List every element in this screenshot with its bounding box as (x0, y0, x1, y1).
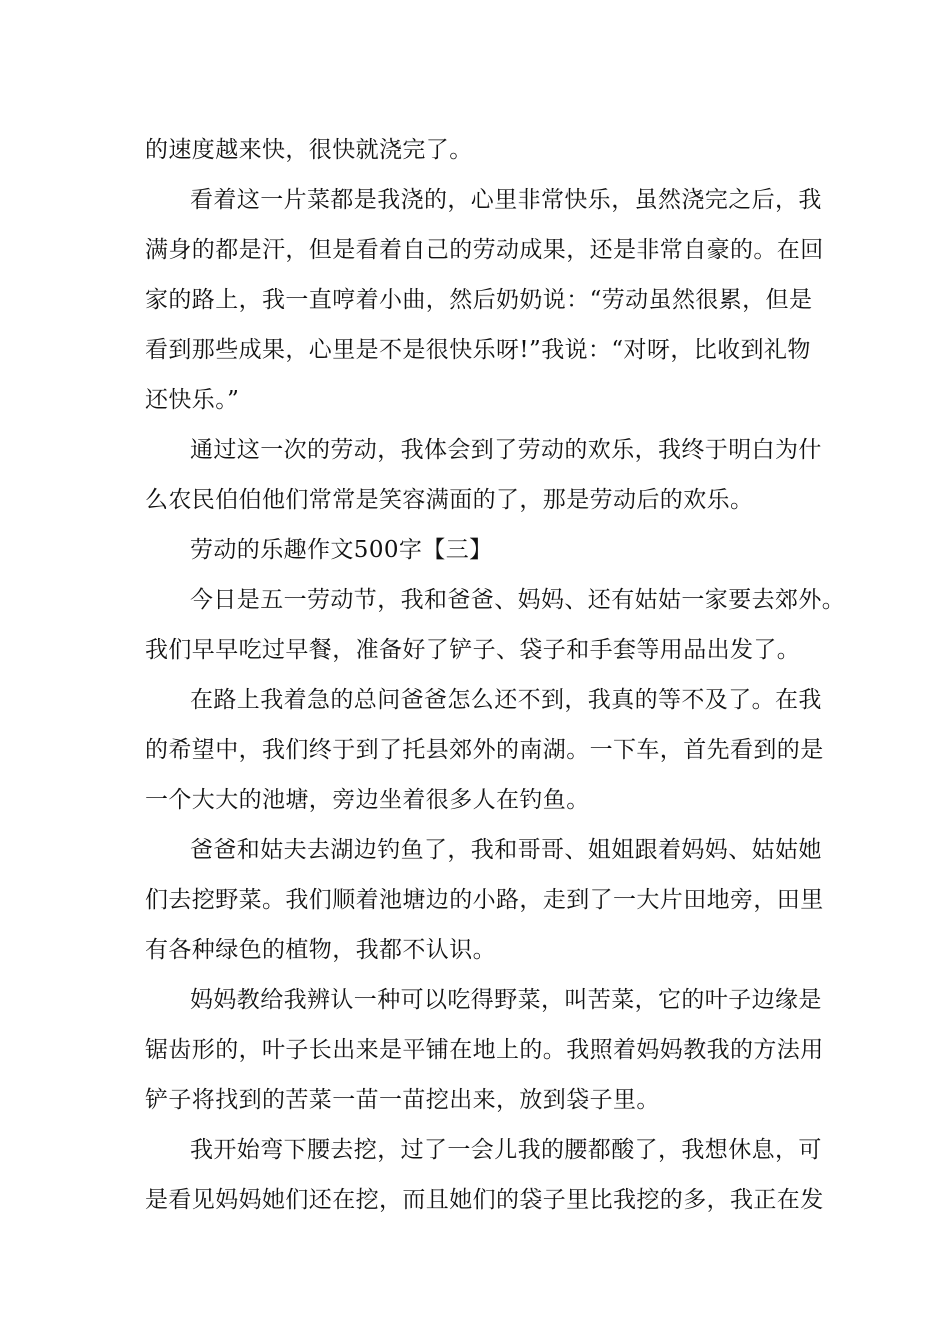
text-line-content: 我们早早吃过早餐，准备好了铲子、袋子和手套等用品出发了。 (145, 637, 801, 663)
text-line-content: 有各种绿色的植物，我都不认识。 (145, 937, 496, 963)
text-line-content: 爸爸和姑夫去湖边钓鱼了，我和哥哥、姐姐跟着妈妈、姑姑她 (190, 837, 822, 863)
text-line-content: 看到那些成果，心里是不是很快乐呀!”我说：“对呀，比收到礼物 (145, 337, 811, 363)
text-line (0, 380, 950, 420)
paragraph-first-line (0, 980, 950, 1020)
text-line (0, 330, 950, 370)
text-line-content: 在路上我着急的总问爸爸怎么还不到，我真的等不及了。在我 (190, 687, 822, 713)
text-line-content: 通过这一次的劳动，我体会到了劳动的欢乐，我终于明白为什 (190, 437, 822, 463)
text-line (0, 730, 950, 770)
text-line-content: 一个大大的池塘，旁边坐着很多人在钓鱼。 (145, 787, 590, 813)
text-line-content: 么农民伯伯他们常常是笑容满面的了，那是劳动后的欢乐。 (145, 487, 754, 513)
text-line-content: 今日是五一劳动节，我和爸爸、妈妈、还有姑姑一家要去郊外。 (190, 587, 846, 613)
text-line-content: 看着这一片菜都是我浇的，心里非常快乐，虽然浇完之后，我 (190, 187, 822, 213)
section-heading-text: 劳动的乐趣作文500字【三】 (190, 537, 493, 563)
text-line-content: 满身的都是汗，但是看着自己的劳动成果，还是非常自豪的。在回 (145, 237, 824, 263)
text-line-content: 还快乐。” (145, 387, 240, 413)
paragraph-first-line (0, 580, 950, 620)
text-line (0, 880, 950, 920)
text-line (0, 1030, 950, 1070)
text-line-content: 妈妈教给我辨认一种可以吃得野菜，叫苦菜，它的叶子边缘是 (190, 987, 822, 1013)
text-line-content: 家的路上，我一直哼着小曲，然后奶奶说：“劳动虽然很累，但是 (145, 287, 813, 313)
text-line-content: 的希望中，我们终于到了托县郊外的南湖。一下车，首先看到的是 (145, 737, 824, 763)
paragraph-first-line (0, 1130, 950, 1170)
text-line (0, 1080, 950, 1120)
text-line (0, 230, 950, 270)
text-line (0, 630, 950, 670)
paragraph-first-line (0, 830, 950, 870)
text-line (0, 1180, 950, 1220)
paragraph-first-line (0, 430, 950, 470)
paragraph-first-line (0, 180, 950, 220)
text-line (0, 780, 950, 820)
text-line-content: 是看见妈妈她们还在挖，而且她们的袋子里比我挖的多，我正在发 (145, 1187, 824, 1213)
text-line-content: 锯齿形的，叶子长出来是平铺在地上的。我照着妈妈教我的方法用 (145, 1037, 824, 1063)
text-line (0, 130, 950, 170)
text-line (0, 480, 950, 520)
text-line-content: 的速度越来快，很快就浇完了。 (145, 137, 473, 163)
text-line-content: 铲子将找到的苦菜一苗一苗挖出来，放到袋子里。 (145, 1087, 660, 1113)
text-line-content: 们去挖野菜。我们顺着池塘边的小路，走到了一大片田地旁，田里 (145, 887, 824, 913)
text-line (0, 930, 950, 970)
text-line-content: 我开始弯下腰去挖，过了一会儿我的腰都酸了，我想休息，可 (190, 1137, 822, 1163)
text-line (0, 280, 950, 320)
section-heading (0, 530, 950, 570)
paragraph-first-line (0, 680, 950, 720)
